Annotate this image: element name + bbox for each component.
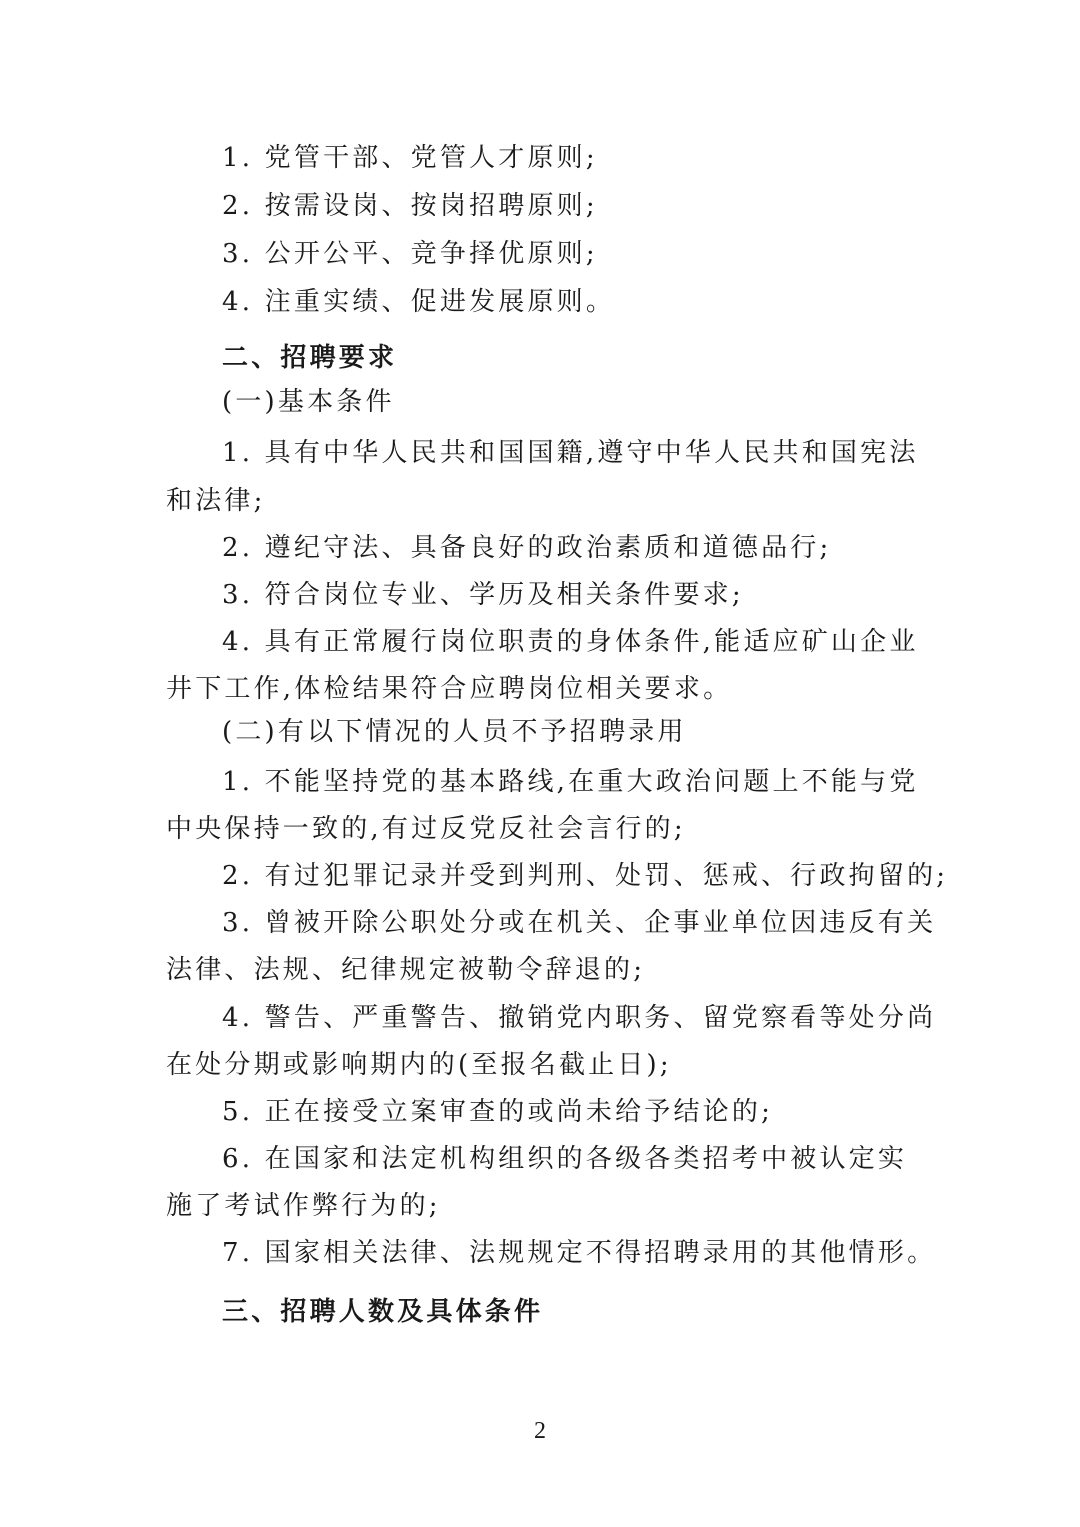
basic-item-2: 2. 遵纪守法、具备良好的政治素质和道德品行; [222,533,832,563]
excluded-item-4-line-2: 在处分期或影响期内的(至报名截止日); [166,1050,672,1080]
basic-item-1-line-2: 和法律; [166,486,266,516]
basic-item-1-line-1: 1. 具有中华人民共和国国籍,遵守中华人民共和国宪法 [222,438,919,468]
excluded-item-2: 2. 有过犯罪记录并受到判刑、处罚、惩戒、行政拘留的; [222,861,949,891]
subsection-excluded-heading: (二)有以下情况的人员不予招聘录用 [222,717,687,747]
excluded-item-6-line-1: 6. 在国家和法定机构组织的各级各类招考中被认定实 [222,1144,908,1174]
excluded-item-4-line-1: 4. 警告、严重警告、撤销党内职务、留党察看等处分尚 [222,1003,937,1033]
page-number: 2 [534,1418,546,1444]
basic-item-4-line-2: 井下工作,体检结果符合应聘岗位相关要求。 [166,674,733,704]
excluded-item-3-line-1: 3. 曾被开除公职处分或在机关、企事业单位因违反有关 [222,908,937,938]
basic-item-3: 3. 符合岗位专业、学历及相关条件要求; [222,580,744,610]
excluded-item-1-line-2: 中央保持一致的,有过反党反社会言行的; [166,814,686,844]
principle-4: 4. 注重实绩、促进发展原则。 [222,287,616,317]
section-2-heading: 二、招聘要求 [222,343,398,373]
principle-2: 2. 按需设岗、按岗招聘原则; [222,191,598,221]
principle-1: 1. 党管干部、党管人才原则; [222,143,598,173]
excluded-item-6-line-2: 施了考试作弊行为的; [166,1191,441,1221]
basic-item-4-line-1: 4. 具有正常履行岗位职责的身体条件,能适应矿山企业 [222,627,919,657]
principle-3: 3. 公开公平、竞争择优原则; [222,239,598,269]
excluded-item-7: 7. 国家相关法律、法规规定不得招聘录用的其他情形。 [222,1238,937,1268]
excluded-item-3-line-2: 法律、法规、纪律规定被勒令辞退的; [166,955,646,985]
subsection-basic-heading: (一)基本条件 [222,387,395,417]
excluded-item-5: 5. 正在接受立案审查的或尚未给予结论的; [222,1097,774,1127]
section-3-heading: 三、招聘人数及具体条件 [222,1297,544,1327]
excluded-item-1-line-1: 1. 不能坚持党的基本路线,在重大政治问题上不能与党 [222,767,919,797]
